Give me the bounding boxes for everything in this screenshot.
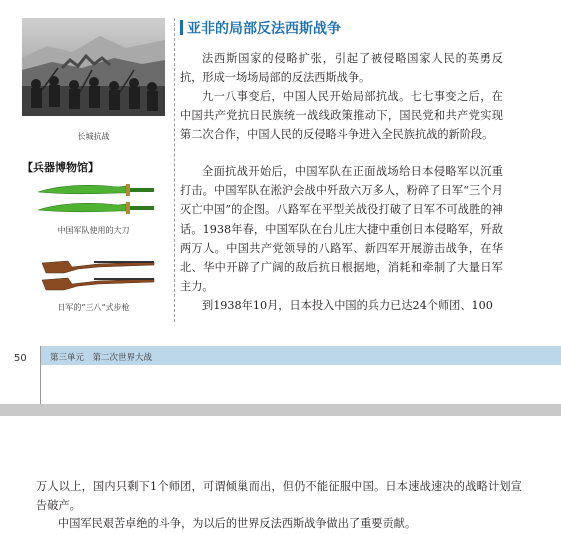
great-wall-battle-photo (22, 18, 165, 116)
page-number: 50 (14, 353, 27, 364)
title-accent-bar (180, 20, 183, 35)
arisaka-rifles (38, 253, 158, 293)
footer-rule (40, 346, 41, 404)
paragraph-4: 到1938年10月，日本投入中国的兵力已达24个师团、100 (202, 299, 493, 312)
unit-label: 第三单元 第二次世界大战 (50, 353, 153, 363)
paragraph-3: 全面抗战开始后，中国军队在正面战场给日本侵略军以沉重打击。中国军队在淞沪会战中歼敌六万多人，粉碎了日军“三个月灭亡中国”的企图。八路军在平型关战役打破了日军不可战胜的神话。1938年春，中国军队在台儿庄大捷中重创日本侵略军，歼敌两万人。中国共产党领导的八路军、新四军开展游击战争，在华北、华中开辟了广阔的敌后抗日根据地，消耗和牵制了大量日军主力。 (180, 165, 503, 294)
page-separator (0, 404, 561, 416)
dadao-swords (30, 180, 160, 220)
sword-illustration (30, 180, 160, 224)
photo-artwork (22, 18, 165, 116)
continuation-paragraph-1: 万人以上，国内只剩下1个师团，可谓倾巢而出，但仍不能征服中国。日本速战速决的战略计划宣告破产。 (36, 480, 522, 512)
rifle-caption: 日军的“三八”式步枪 (57, 303, 130, 312)
paragraph-1: 法西斯国家的侵略扩张，引起了被侵略国家人民的英勇反抗，形成一场场局部的反法西斯战争。 (180, 52, 503, 85)
section-title: 亚非的局部反法西斯战争 (187, 21, 341, 37)
continuation-paragraph-2: 中国军民艰苦卓绝的斗争，为以后的世界反法西斯战争做出了重要贡献。 (58, 517, 417, 530)
column-divider (174, 18, 175, 322)
rifle-illustration (38, 253, 158, 297)
photo-caption: 长城抗战 (77, 132, 110, 141)
weapons-museum-heading: 【兵器博物馆】 (22, 161, 99, 174)
paragraph-2: 九一八事变后，中国人民开始局部抗战。七七事变之后，在中国共产党抗日民族统一战线政策推动下，国民党和共产党实现第二次合作，中国人民的反侵略斗争进入全民族抗战的新阶段。 (180, 90, 503, 142)
sword-caption: 中国军队使用的大刀 (57, 226, 130, 235)
